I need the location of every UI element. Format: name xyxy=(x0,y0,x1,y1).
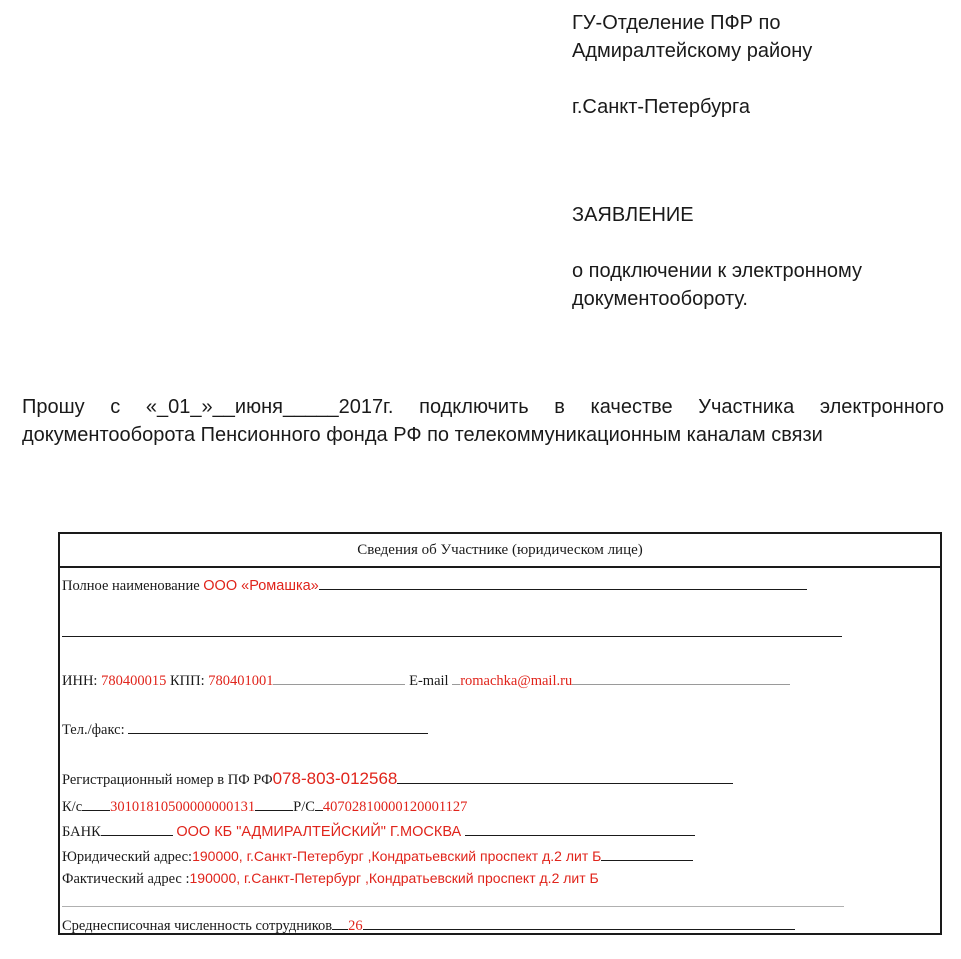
email-value[interactable]: romachka@mail.ru xyxy=(460,673,573,689)
actual-address-row xyxy=(62,869,599,888)
legal-address-label: Юридический адрес: xyxy=(62,849,193,865)
staff-row xyxy=(62,914,795,935)
bank-row xyxy=(62,820,695,841)
full-name-continuation-line xyxy=(62,636,842,637)
document-subtitle-2: документообороту. xyxy=(572,288,748,310)
request-word: качестве xyxy=(590,396,673,418)
address-separator-line xyxy=(62,906,844,907)
document-title: ЗАЯВЛЕНИЕ xyxy=(572,204,694,226)
bank-label: БАНК xyxy=(62,824,101,840)
request-word: Участника xyxy=(698,396,795,418)
corr-account-label: К/с xyxy=(62,799,83,815)
registration-label: Регистрационный номер в ПФ РФ xyxy=(62,772,273,788)
staff-underline xyxy=(363,914,795,930)
kpp-label: КПП: xyxy=(169,673,205,689)
request-word: Прошу xyxy=(22,396,85,418)
registration-underline xyxy=(397,768,733,784)
inn-value[interactable]: 780400015 xyxy=(101,673,167,689)
staff-label: Среднесписочная численность сотрудников xyxy=(62,918,333,934)
full-name-value[interactable]: ООО «Ромашка» xyxy=(203,578,319,594)
bank-value[interactable]: ООО КБ "АДМИРАЛТЕЙСКИЙ" Г.МОСКВА xyxy=(176,824,462,840)
recipient-line-2: Адмиралтейскому району xyxy=(572,40,813,62)
request-word: с xyxy=(110,396,121,418)
kpp-value[interactable]: 780401001 xyxy=(208,673,274,689)
request-word: электронного xyxy=(819,396,944,418)
phone-label: Тел./факс: xyxy=(62,722,125,738)
settlement-account-label: Р/С xyxy=(293,799,315,815)
request-line-1 xyxy=(22,396,944,419)
request-word: в xyxy=(554,396,565,418)
request-date: «_01_»__июня_____2017г. xyxy=(145,396,394,418)
actual-address-value[interactable]: 190000, г.Санкт-Петербург ,Кондратьевский проспект д.2 лит Б xyxy=(189,870,599,886)
legal-address-underline xyxy=(601,845,693,861)
bank-underline xyxy=(465,820,695,836)
participant-info-form xyxy=(58,532,942,935)
email-lead-underline xyxy=(452,669,460,685)
request-word: подключить xyxy=(419,396,529,418)
full-name-label: Полное наименование xyxy=(62,578,200,594)
registration-row xyxy=(62,768,733,789)
corr-account-value[interactable]: 30101810500000000131 xyxy=(110,799,256,815)
settlement-account-value[interactable]: 40702810000120001127 xyxy=(322,799,468,815)
inn-kpp-email-row xyxy=(62,669,790,690)
legal-address-value[interactable]: 190000, г.Санкт-Петербург ,Кондратьевский проспект д.2 лит Б xyxy=(192,848,602,864)
accounts-row xyxy=(62,795,467,816)
legal-address-row xyxy=(62,845,693,866)
corr-account-lead xyxy=(82,795,110,811)
corr-account-underline xyxy=(255,795,293,811)
recipient-line-1: ГУ-Отделение ПФР по xyxy=(572,12,781,34)
settlement-account-lead xyxy=(315,795,323,811)
actual-address-label: Фактический адрес : xyxy=(62,871,190,887)
full-name-underline xyxy=(319,574,807,590)
full-name-row xyxy=(62,574,807,595)
bank-lead xyxy=(101,820,173,836)
request-line-2: документооборота Пенсионного фонда РФ по телекоммуникационным каналам связи xyxy=(22,424,823,446)
email-underline xyxy=(572,669,790,685)
recipient-city: г.Санкт-Петербурга xyxy=(572,96,750,118)
phone-row xyxy=(62,718,428,739)
staff-value[interactable]: 26 xyxy=(348,918,363,934)
registration-value[interactable]: 078-803-012568 xyxy=(272,769,398,788)
document-subtitle-1: о подключении к электронному xyxy=(572,260,862,282)
kpp-underline xyxy=(273,669,405,685)
form-heading: Сведения об Участнике (юридическом лице) xyxy=(60,534,940,568)
staff-lead xyxy=(332,914,348,930)
email-label: E-mail xyxy=(409,673,449,689)
phone-field[interactable] xyxy=(128,718,428,734)
inn-label: ИНН: xyxy=(62,673,98,689)
